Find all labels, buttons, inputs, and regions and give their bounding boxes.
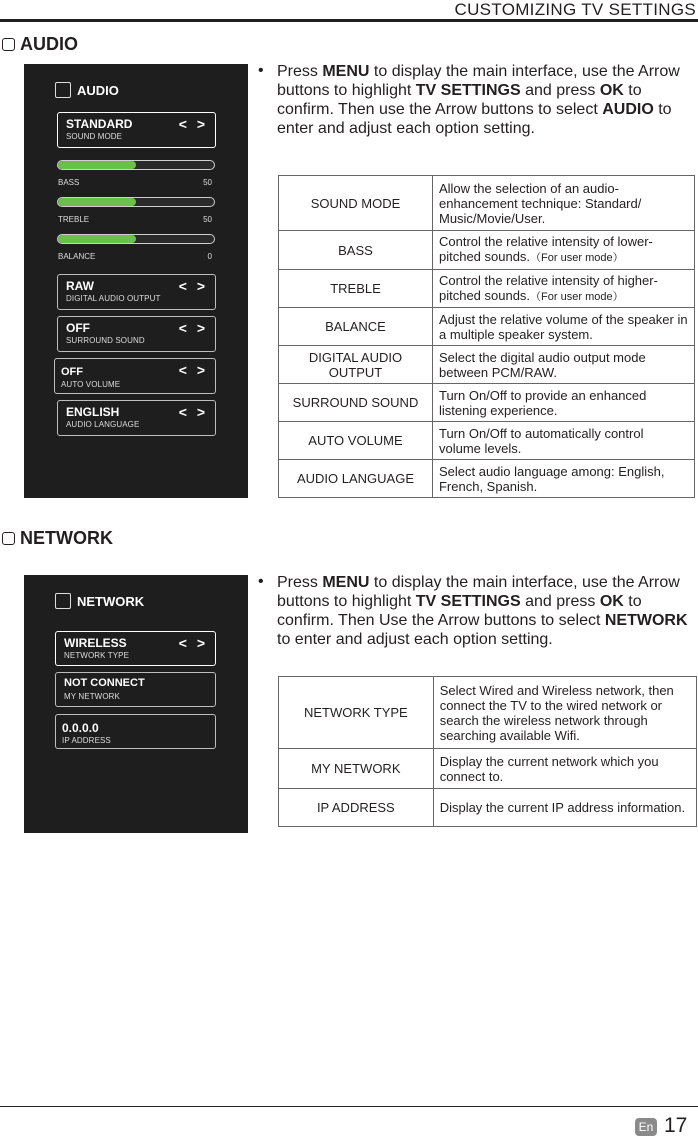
intro-text: to enter and adjust each option setting. [277, 631, 553, 648]
option-key: AUDIO LANGUAGE [279, 460, 433, 498]
network-intro [277, 573, 692, 649]
bullet: • [258, 62, 264, 79]
network-screen-title [55, 593, 144, 609]
option-key: DIGITAL AUDIO OUTPUT [279, 346, 433, 384]
treble-slider-fill [58, 198, 136, 206]
table-row [279, 677, 697, 749]
sound-mode-label: SOUND MODE [66, 132, 123, 141]
checkbox-icon [2, 38, 15, 51]
surround-value: OFF [66, 321, 90, 335]
surround-option[interactable] [57, 316, 216, 352]
option-key: IP ADDRESS [279, 789, 434, 827]
intro-text: to confirm. Then use the Arrow buttons to select [277, 82, 642, 118]
page-number: 17 [664, 1114, 688, 1137]
option-desc: Allow the selection of an audio-enhancement technique: Standard/ Music/Movie/User. [432, 176, 694, 231]
table-row [279, 346, 695, 384]
balance-slider-fill [58, 235, 136, 243]
audio-language-label: AUDIO LANGUAGE [66, 420, 140, 429]
checkbox-icon [55, 593, 71, 609]
option-desc: Select the digital audio output mode between PCM/RAW. [432, 346, 694, 384]
treble-slider[interactable] [57, 197, 215, 207]
option-key: AUTO VOLUME [279, 422, 433, 460]
option-desc-cell [432, 231, 694, 270]
my-network-label: MY NETWORK [64, 692, 120, 701]
intro-menu: MENU [322, 63, 370, 80]
audio-heading-text: AUDIO [20, 34, 78, 54]
option-key: NETWORK TYPE [279, 677, 434, 749]
option-note: （For user mode） [530, 252, 624, 264]
option-desc: Display the current IP address information. [433, 789, 696, 827]
audio-language-option[interactable] [57, 400, 216, 436]
footer-rule [0, 1106, 698, 1107]
treble-value: 50 [203, 215, 212, 224]
intro-text: Press [277, 63, 323, 80]
option-desc: Turn On/Off to provide an enhanced listening experience. [432, 384, 694, 422]
header-rule [0, 19, 698, 22]
option-desc: Control the relative intensity of higher-pitched sounds. [438, 272, 658, 303]
left-right-arrows-icon[interactable]: < > [178, 116, 208, 132]
option-desc-cell [432, 270, 694, 308]
option-key: SURROUND SOUND [279, 384, 433, 422]
table-row [279, 231, 695, 270]
left-right-arrows-icon[interactable]: < > [178, 362, 208, 378]
bullet: • [258, 573, 264, 590]
option-key: SOUND MODE [279, 176, 433, 231]
network-heading [2, 528, 113, 549]
intro-network: NETWORK [604, 612, 688, 629]
my-network-option[interactable] [55, 672, 216, 707]
digital-audio-value: RAW [66, 279, 94, 293]
option-desc: Turn On/Off to automatically control volume levels. [432, 422, 694, 460]
audio-intro [277, 62, 692, 138]
intro-text: and press [520, 593, 600, 610]
balance-slider[interactable] [57, 234, 215, 244]
option-desc: Select Wired and Wireless network, then connect the TV to the wired network or search the wireless network through searching available Wifi. [433, 677, 696, 749]
balance-label: BALANCE [58, 252, 96, 261]
bass-slider-fill [58, 161, 136, 169]
option-desc: Adjust the relative volume of the speaker in a multiple speaker system. [432, 308, 694, 346]
intro-text: Press [277, 574, 323, 591]
table-row [279, 308, 695, 346]
auto-volume-value: OFF [61, 366, 83, 378]
option-key: BASS [279, 231, 433, 270]
network-screen-title-text: NETWORK [77, 593, 145, 609]
table-row [279, 789, 697, 827]
table-row [279, 176, 695, 231]
checkbox-icon [2, 532, 15, 545]
table-row [279, 749, 697, 789]
audio-heading [2, 34, 78, 55]
intro-text: to display the main interface, use the Arrow buttons to highlight [277, 574, 680, 610]
intro-ok: OK [599, 82, 624, 99]
balance-value: 0 [207, 252, 212, 261]
left-right-arrows-icon[interactable]: < > [178, 278, 208, 294]
network-options-table [278, 676, 697, 827]
network-type-label: NETWORK TYPE [64, 651, 130, 660]
ip-address-value: 0.0.0.0 [62, 721, 99, 735]
option-key: BALANCE [279, 308, 433, 346]
option-desc: Control the relative intensity of lower-pitched sounds. [438, 234, 653, 264]
intro-menu: MENU [322, 574, 370, 591]
audio-screen-title-text: AUDIO [77, 82, 119, 98]
intro-text: to enter and adjust each option setting. [277, 101, 672, 137]
ip-address-label: IP ADDRESS [62, 736, 111, 745]
digital-audio-label: DIGITAL AUDIO OUTPUT [66, 294, 161, 303]
network-type-value: WIRELESS [64, 636, 127, 650]
audio-screen [24, 64, 248, 498]
intro-text: to display the main interface, use the Arrow buttons to highlight [277, 63, 680, 99]
network-type-option[interactable] [55, 631, 216, 666]
audio-options-table [278, 175, 695, 498]
sound-mode-option[interactable] [57, 112, 216, 148]
table-row [279, 270, 695, 308]
intro-text: and press [520, 82, 600, 99]
surround-label: SURROUND SOUND [66, 336, 145, 345]
left-right-arrows-icon[interactable]: < > [178, 404, 208, 420]
auto-volume-option[interactable] [54, 358, 216, 394]
bass-value: 50 [203, 178, 212, 187]
my-network-value: NOT CONNECT [64, 677, 145, 689]
language-badge: En [635, 1118, 657, 1136]
option-note: （For user mode） [530, 290, 624, 303]
intro-text: to confirm. Then Use the Arrow buttons to select [277, 593, 642, 629]
checkbox-icon [55, 82, 71, 98]
left-right-arrows-icon[interactable]: < > [178, 635, 208, 651]
treble-label: TREBLE [58, 215, 90, 224]
network-screen [24, 575, 248, 833]
audio-screen-title [55, 82, 119, 98]
auto-volume-label: AUTO VOLUME [61, 380, 121, 389]
audio-language-value: ENGLISH [66, 405, 120, 419]
option-desc: Select audio language among: English, French, Spanish. [432, 460, 694, 498]
table-row [279, 460, 695, 498]
header-title: CUSTOMIZING TV SETTINGS [454, 0, 696, 19]
bass-label: BASS [58, 178, 80, 187]
intro-tv-settings: TV SETTINGS [415, 82, 521, 99]
option-key: MY NETWORK [279, 749, 434, 789]
ip-address-option[interactable] [55, 714, 216, 749]
table-row [279, 384, 695, 422]
option-key: TREBLE [279, 270, 433, 308]
intro-ok: OK [599, 593, 624, 610]
intro-audio: AUDIO [602, 101, 654, 118]
network-heading-text: NETWORK [20, 528, 113, 548]
sound-mode-value: STANDARD [66, 117, 133, 131]
left-right-arrows-icon[interactable]: < > [178, 320, 208, 336]
table-row [279, 422, 695, 460]
intro-tv-settings: TV SETTINGS [415, 593, 521, 610]
option-desc: Display the current network which you connect to. [433, 749, 696, 789]
digital-audio-option[interactable] [57, 274, 216, 310]
bass-slider[interactable] [57, 160, 215, 170]
